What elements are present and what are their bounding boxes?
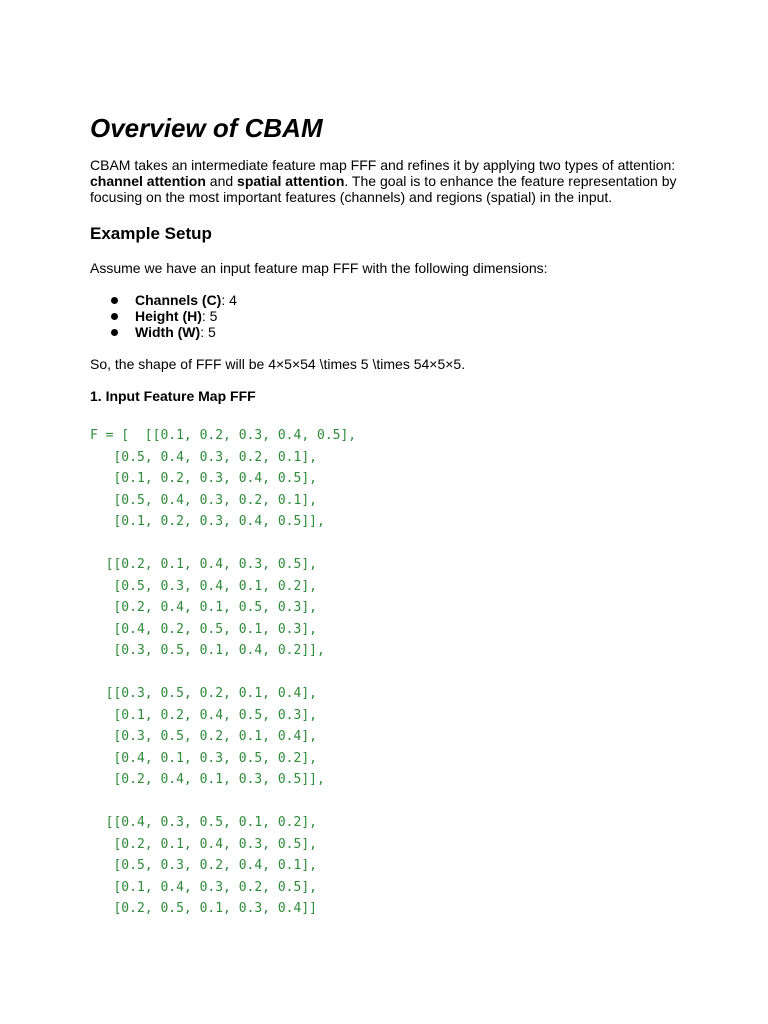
list-item-channels	[90, 292, 237, 308]
intro-paragraph	[90, 157, 690, 205]
code-line: [0.5, 0.4, 0.3, 0.2, 0.1],	[90, 492, 317, 508]
code-line: [[0.3, 0.5, 0.2, 0.1, 0.4],	[90, 686, 317, 701]
intro-bold-channel-attention: channel attention	[90, 173, 206, 189]
code-line: [0.2, 0.1, 0.4, 0.3, 0.5],	[90, 836, 317, 852]
bullet-icon	[111, 297, 118, 304]
subheading-input-feature-map: 1. Input Feature Map FFF	[90, 388, 256, 404]
code-line: [0.1, 0.2, 0.3, 0.4, 0.5],	[90, 471, 317, 486]
page-title: Overview of CBAM	[90, 113, 323, 143]
code-line: [[0.4, 0.3, 0.5, 0.1, 0.2],	[90, 815, 317, 830]
code-line: [0.5, 0.3, 0.4, 0.1, 0.2],	[90, 578, 317, 594]
intro-text-1: CBAM takes an intermediate feature map FFF and refines it by applying two types of attention:	[90, 157, 676, 173]
intro-text-3: . The goal is to enhance the feature representation by focusing on the most important features (channels) and regions (spatial) in the input.	[90, 173, 677, 205]
code-line: [0.4, 0.2, 0.5, 0.1, 0.3],	[90, 621, 317, 637]
code-line: [0.2, 0.4, 0.1, 0.3, 0.5]],	[90, 772, 325, 787]
code-line: [0.5, 0.4, 0.3, 0.2, 0.1],	[90, 449, 317, 465]
dimension-label: Channels (C)	[135, 292, 222, 308]
dimension-value: : 5	[200, 324, 216, 340]
list-item-width	[90, 324, 237, 340]
code-block	[90, 425, 356, 920]
code-line: [0.1, 0.2, 0.3, 0.4, 0.5]],	[90, 514, 325, 529]
code-line: [0.1, 0.4, 0.3, 0.2, 0.5],	[90, 879, 317, 895]
code-line: [0.3, 0.5, 0.2, 0.1, 0.4],	[90, 729, 317, 744]
code-line: [0.2, 0.5, 0.1, 0.3, 0.4]]	[90, 901, 317, 916]
intro-bold-spatial-attention: spatial attention	[237, 173, 345, 189]
dimension-label: Width (W)	[135, 324, 201, 340]
code-line: [0.1, 0.2, 0.4, 0.5, 0.3],	[90, 707, 317, 723]
code-line: [0.2, 0.4, 0.1, 0.5, 0.3],	[90, 600, 317, 615]
dimension-value: : 4	[221, 292, 237, 308]
code-line: F = [ [[0.1, 0.2, 0.3, 0.4, 0.5],	[90, 428, 357, 443]
assume-paragraph: Assume we have an input feature map FFF with the following dimensions:	[90, 260, 548, 276]
code-line: [0.3, 0.5, 0.1, 0.4, 0.2]],	[90, 643, 325, 658]
intro-text-2: and	[205, 173, 238, 189]
code-line: [0.5, 0.3, 0.2, 0.4, 0.1],	[90, 858, 317, 873]
code-line: [[0.2, 0.1, 0.4, 0.3, 0.5],	[90, 557, 317, 572]
bullet-icon	[111, 329, 118, 336]
dimension-label: Height (H)	[135, 308, 202, 324]
shape-paragraph: So, the shape of FFF will be 4×5×54 \times 5 \times 54×5×5.	[90, 356, 466, 372]
bullet-icon	[111, 313, 118, 320]
section-heading-example-setup: Example Setup	[90, 224, 212, 243]
list-item-height	[90, 308, 237, 324]
code-line: [0.4, 0.1, 0.3, 0.5, 0.2],	[90, 750, 317, 766]
dimension-value: : 5	[201, 308, 218, 324]
dimensions-list	[90, 292, 237, 340]
